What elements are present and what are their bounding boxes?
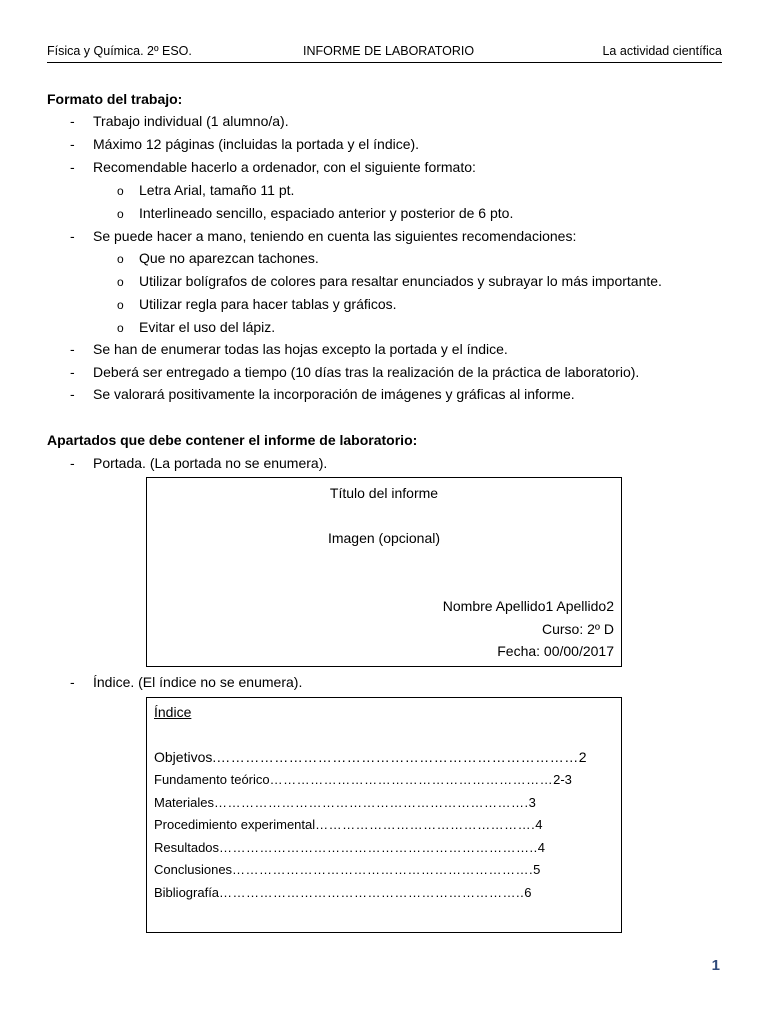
dash-bullet: - — [70, 341, 75, 357]
list-item: - Deberá ser entregado a tiempo (10 días tras la realización de la práctica de laboratorio). — [70, 364, 640, 380]
dash-bullet: - — [70, 386, 75, 402]
index-entry: Materiales…………………………………………………………….3 — [154, 795, 536, 810]
circle-bullet: o — [117, 207, 124, 221]
circle-bullet: o — [117, 184, 124, 198]
index-entry: Procedimiento experimental………………………………………….4 — [154, 817, 543, 832]
sub-list-item: o Evitar el uso del lápiz. — [117, 319, 276, 335]
index-example-box — [146, 697, 622, 933]
dash-bullet: - — [70, 159, 75, 175]
dash-bullet: - — [70, 364, 75, 380]
index-entry: Fundamento teórico………………………………………………………2-3 — [154, 772, 572, 787]
index-entry: Conclusiones………………………………………………………….5 — [154, 862, 541, 877]
circle-bullet: o — [117, 275, 124, 289]
list-item: - Se valorará positivamente la incorporación de imágenes y gráficas al informe. — [70, 386, 575, 402]
header-topic: La actividad científica — [602, 44, 722, 58]
cover-date: Fecha: 00/00/2017 — [497, 643, 614, 659]
section-title-contents: Apartados que debe contener el informe de laboratorio: — [47, 432, 418, 448]
dash-bullet: - — [70, 455, 75, 471]
list-item: - Recomendable hacerlo a ordenador, con el siguiente formato: — [70, 159, 476, 175]
page-header — [47, 42, 722, 63]
index-entry: Resultados……………………………………………………………..4 — [154, 840, 546, 855]
index-entry: Bibliografía…………………………………………………………..6 — [154, 885, 532, 900]
index-title: Índice — [154, 704, 192, 720]
index-entry: Objetivos.…………………………………………………………………2 — [154, 749, 587, 765]
list-item-indice: - Índice. (El índice no se enumera). — [70, 674, 303, 690]
section-title-format: Formato del trabajo: — [47, 91, 183, 107]
list-item: - Se puede hacer a mano, teniendo en cuenta las siguientes recomendaciones: — [70, 228, 577, 244]
circle-bullet: o — [117, 298, 124, 312]
header-subject: Física y Química. 2º ESO. — [47, 44, 192, 58]
sub-list-item: o Utilizar bolígrafos de colores para resaltar enunciados y subrayar lo más importante. — [117, 273, 662, 289]
list-item-portada: - Portada. (La portada no se enumera). — [70, 455, 328, 471]
dash-bullet: - — [70, 113, 75, 129]
cover-title: Título del informe — [329, 485, 439, 501]
circle-bullet: o — [117, 321, 124, 335]
cover-name: Nombre Apellido1 Apellido2 — [442, 598, 614, 614]
sub-list-item: o Utilizar regla para hacer tablas y gráficos. — [117, 296, 397, 312]
dash-bullet: - — [70, 674, 75, 690]
dash-bullet: - — [70, 228, 75, 244]
circle-bullet: o — [117, 252, 124, 266]
sub-list-item: o Interlineado sencillo, espaciado anterior y posterior de 6 pto. — [117, 205, 514, 221]
cover-example-box — [146, 477, 622, 667]
header-title: INFORME DE LABORATORIO — [303, 44, 475, 58]
list-item: - Se han de enumerar todas las hojas excepto la portada y el índice. — [70, 341, 508, 357]
page-number: 1 — [711, 957, 720, 974]
list-item: - Máximo 12 páginas (incluidas la portada y el índice). — [70, 136, 420, 152]
dash-bullet: - — [70, 136, 75, 152]
cover-image-placeholder: Imagen (opcional) — [327, 530, 441, 546]
sub-list-item: o Que no aparezcan tachones. — [117, 250, 319, 266]
cover-course: Curso: 2º D — [541, 621, 614, 637]
list-item: - Trabajo individual (1 alumno/a). — [70, 113, 289, 129]
sub-list-item: o Letra Arial, tamaño 11 pt. — [117, 182, 295, 198]
